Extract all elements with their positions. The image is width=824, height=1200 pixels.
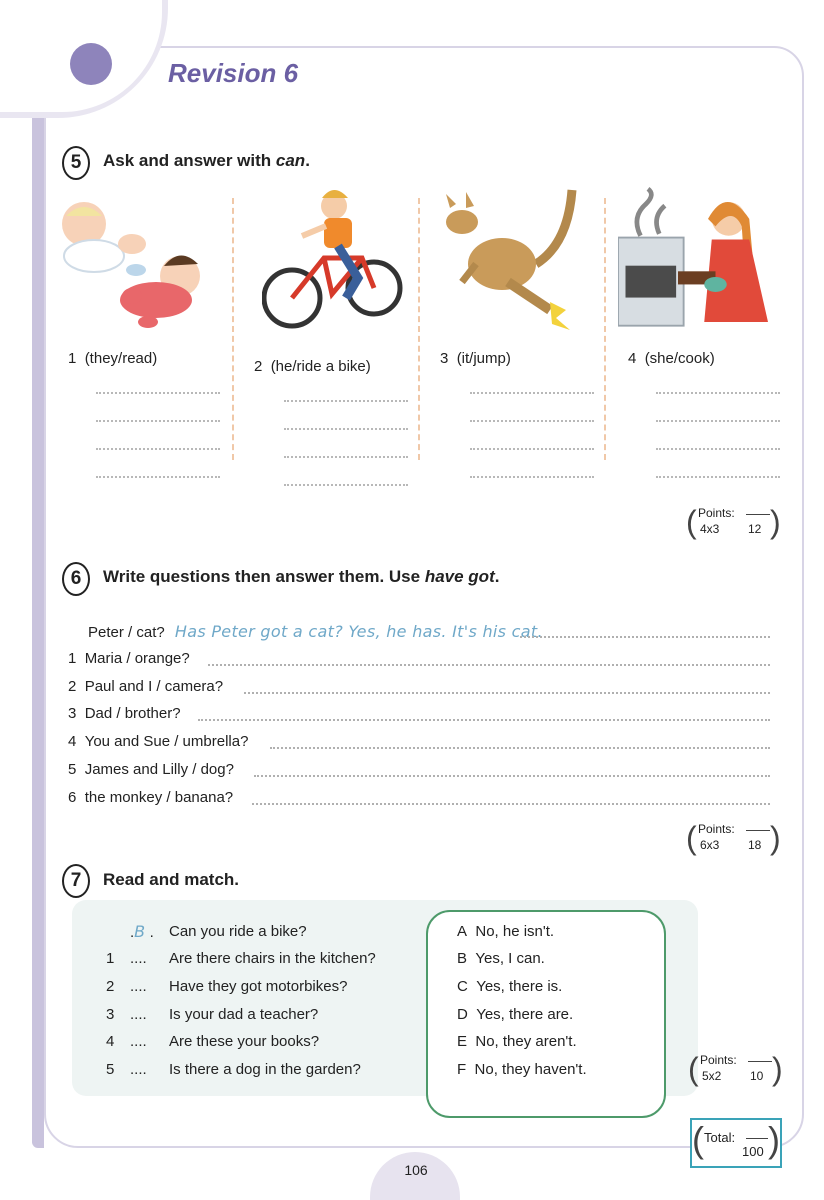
ex7-q5-blank[interactable]: .... <box>130 1061 147 1078</box>
ex5-item-2-label: 2 (he/ride a bike) <box>254 358 371 375</box>
ex7-q5-num: 5 <box>106 1061 115 1078</box>
ex7-q4-blank[interactable]: .... <box>130 1033 147 1050</box>
exercise-5-title: Ask and answer with can. <box>103 151 310 170</box>
ex7-answer-d: D Yes, there are. <box>457 1006 574 1023</box>
section-dot-icon <box>70 43 112 85</box>
ex7-example-question: Can you ride a bike? <box>169 923 307 940</box>
ex7-q1-blank[interactable]: .... <box>130 950 147 967</box>
ex6-row-3[interactable]: 3 Dad / brother? <box>68 705 770 725</box>
ex7-q5-text: Is there a dog in the garden? <box>169 1061 361 1078</box>
exercise-7-number: 7 <box>62 864 90 898</box>
answer-line[interactable] <box>96 392 220 394</box>
exercise-6-number: 6 <box>62 562 90 596</box>
ex7-q2-blank[interactable]: .... <box>130 978 147 995</box>
answer-line[interactable] <box>470 420 594 422</box>
exercise-7-title: Read and match. <box>103 870 240 889</box>
ex7-q1-num: 1 <box>106 950 115 967</box>
ex6-row-4[interactable]: 4 You and Sue / umbrella? <box>68 733 770 753</box>
answer-line[interactable] <box>284 456 408 458</box>
answer-line[interactable] <box>470 476 594 478</box>
ex7-q1-text: Are there chairs in the kitchen? <box>169 950 376 967</box>
answer-line[interactable] <box>656 476 780 478</box>
ex6-row-2[interactable]: 2 Paul and I / camera? <box>68 678 770 698</box>
babies-icon <box>52 196 202 346</box>
column-separator <box>232 198 234 460</box>
ex6-row-5[interactable]: 5 James and Lilly / dog? <box>68 761 770 781</box>
total-value: 100 <box>742 1144 764 1159</box>
ex6-row-6[interactable]: 6 the monkey / banana? <box>68 789 770 809</box>
ex7-q2-text: Have they got motorbikes? <box>169 978 348 995</box>
ex7-answer-c: C Yes, there is. <box>457 978 563 995</box>
column-separator <box>604 198 606 460</box>
kangaroo-icon <box>438 186 588 336</box>
ex6-row-1[interactable]: 1 Maria / orange? <box>68 650 770 670</box>
page-title: Revision 6 <box>168 58 299 88</box>
ex6-points: ( Points: 6x3 18 ) <box>686 820 781 856</box>
ex6-example-row: Peter / cat? Has Peter got a cat? Yes, he has. It's his cat. <box>88 622 770 642</box>
girl-cooking-icon <box>618 186 768 336</box>
answer-line[interactable] <box>284 484 408 486</box>
answer-line[interactable] <box>470 448 594 450</box>
ex7-q4-num: 4 <box>106 1033 115 1050</box>
ex7-q3-blank[interactable]: .... <box>130 1006 147 1023</box>
answer-line[interactable] <box>96 448 220 450</box>
exercise-5-number: 5 <box>62 146 90 180</box>
answer-line[interactable] <box>96 420 220 422</box>
ex5-item-4-label: 4 (she/cook) <box>628 350 715 367</box>
ex7-answer-f: F No, they haven't. <box>457 1061 587 1078</box>
answer-line[interactable] <box>96 476 220 478</box>
page-frame-left-bar <box>32 108 44 1148</box>
boy-bike-icon <box>262 186 412 336</box>
ex7-example-blank: .B . <box>130 922 154 941</box>
answer-line[interactable] <box>656 448 780 450</box>
page-number: 106 <box>404 1162 428 1178</box>
ex7-q2-num: 2 <box>106 978 115 995</box>
ex7-q4-text: Are these your books? <box>169 1033 320 1050</box>
ex7-answer-a: A No, he isn't. <box>457 923 555 940</box>
column-separator <box>418 198 420 460</box>
total-box: ( Total: 100 ) <box>690 1118 782 1168</box>
total-label: Total: <box>704 1130 736 1145</box>
ex5-item-1-label: 1 (they/read) <box>68 350 158 367</box>
ex7-q3-text: Is your dad a teacher? <box>169 1006 319 1023</box>
ex7-answer-b: B Yes, I can. <box>457 950 545 967</box>
ex5-points: ( Points: 4x3 12 ) <box>686 504 781 540</box>
answer-line[interactable] <box>470 392 594 394</box>
ex6-example-answer: Has Peter got a cat? Yes, he has. It's his cat. <box>174 622 543 641</box>
exercise-6-title: Write questions then answer them. Use have got. <box>103 567 500 586</box>
answer-line[interactable] <box>656 420 780 422</box>
ex7-answer-e: E No, they aren't. <box>457 1033 577 1050</box>
ex5-item-3-label: 3 (it/jump) <box>440 350 511 367</box>
ex7-points: ( Points: 5x2 10 ) <box>688 1051 783 1087</box>
answer-line[interactable] <box>284 400 408 402</box>
answer-line[interactable] <box>656 392 780 394</box>
answer-line[interactable] <box>284 428 408 430</box>
ex7-q3-num: 3 <box>106 1006 115 1023</box>
